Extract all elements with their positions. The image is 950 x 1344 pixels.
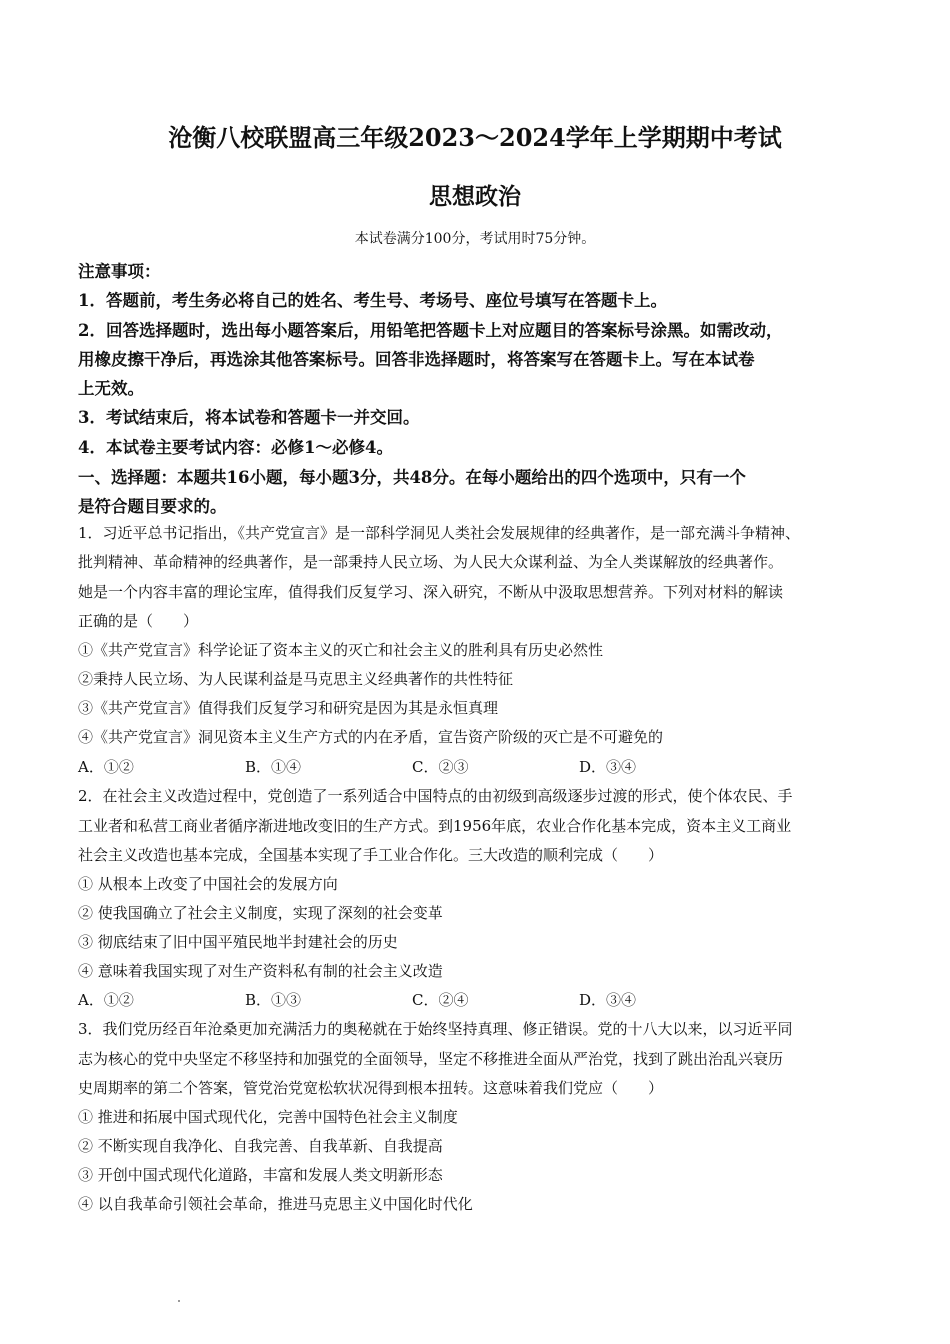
notice-line: 上无效。 xyxy=(78,379,144,398)
notice-line: 2．回答选择题时，选出每小题答案后，用铅笔把答题卡上对应题目的答案标号涂黑。如需改动， xyxy=(78,321,783,340)
question-stem: 社会主义改造也基本完成，全国基本实现了手工业合作化。三大改造的顺利完成（ ） xyxy=(78,846,664,864)
option-a: A．①② xyxy=(78,758,134,776)
question-item: ② 不断实现自我净化、自我完善、自我革新、自我提高 xyxy=(78,1137,443,1155)
question-item: ③ 彻底结束了旧中国平殖民地半封建社会的历史 xyxy=(78,933,398,951)
question-item: ③《共产党宣言》值得我们反复学习和研究是因为其是永恒真理 xyxy=(78,699,499,717)
notice-line: 3．考试结束后，将本试卷和答题卡一并交回。 xyxy=(78,408,420,427)
question-stem: 工业者和私营工商业者循序渐进地改变旧的生产方式。到1956年底，农业合作化基本完成，资本主义工商业 xyxy=(78,817,792,835)
option-c: C．②④ xyxy=(412,991,469,1009)
exam-title: 沧衡八校联盟高三年级2023～2024学年上学期期中考试 xyxy=(168,123,782,152)
question-stem: 2．在社会主义改造过程中，党创造了一系列适合中国特点的由初级到高级逐步过渡的形式，使个体农民、手 xyxy=(78,787,793,805)
section-heading: 一、选择题：本题共16小题，每小题3分，共48分。在每小题给出的四个选项中，只有一个 xyxy=(78,468,746,487)
question-stem: 她是一个内容丰富的理论宝库，值得我们反复学习、深入研究，不断从中汲取思想营养。下列对材料的解读 xyxy=(78,583,784,601)
option-a: A．①② xyxy=(78,991,134,1009)
question-item: ① 推进和拓展中国式现代化，完善中国特色社会主义制度 xyxy=(78,1108,458,1126)
option-c: C．②③ xyxy=(412,758,469,776)
question-item: ①《共产党宣言》科学论证了资本主义的灭亡和社会主义的胜利具有历史必然性 xyxy=(78,641,604,659)
notice-line: 4．本试卷主要考试内容：必修1～必修4。 xyxy=(78,438,393,457)
question-item: ② 使我国确立了社会主义制度，实现了深刻的社会变革 xyxy=(78,904,443,922)
question-item: ④ 以自我革命引领社会革命，推进马克思主义中国化时代化 xyxy=(78,1195,473,1213)
section-heading: 是符合题目要求的。 xyxy=(78,497,227,516)
question-stem: 3．我们党历经百年沧桑更加充满活力的奥秘就在于始终坚持真理、修正错误。党的十八大以来，以习近平同 xyxy=(78,1020,793,1038)
question-stem: 批判精神、革命精神的经典著作，是一部秉持人民立场、为人民大众谋利益、为全人类谋解放的经典著作。 xyxy=(78,553,784,571)
exam-info: 本试卷满分100分，考试用时75分钟。 xyxy=(354,231,596,247)
notice-heading: 注意事项： xyxy=(78,262,161,281)
question-item: ① 从根本上改变了中国社会的发展方向 xyxy=(78,875,338,893)
subject-title: 思想政治 xyxy=(429,183,521,210)
option-d: D．③④ xyxy=(579,758,637,776)
question-item: ③ 开创中国式现代化道路，丰富和发展人类文明新形态 xyxy=(78,1166,443,1184)
question-stem: 史周期率的第二个答案，管党治党宽松软状况得到根本扭转。这意味着我们党应（ ） xyxy=(78,1079,664,1097)
question-stem: 1．习近平总书记指出，《共产党宣言》是一部科学洞见人类社会发展规律的经典著作，是一部充满斗争精神、 xyxy=(78,524,801,542)
option-d: D．③④ xyxy=(579,991,637,1009)
question-stem: 志为核心的党中央坚定不移坚持和加强党的全面领导，坚定不移推进全面从严治党，找到了跳出治乱兴衰历 xyxy=(78,1050,784,1068)
question-item: ②秉持人民立场、为人民谋利益是马克思主义经典著作的共性特征 xyxy=(78,670,514,688)
option-b: B．①④ xyxy=(245,758,302,776)
question-stem: 正确的是（ ） xyxy=(78,612,199,630)
question-item: ④ 意味着我国实现了对生产资料私有制的社会主义改造 xyxy=(78,962,443,980)
notice-line: 用橡皮擦干净后，再选涂其他答案标号。回答非选择题时，将答案写在答题卡上。写在本试卷 xyxy=(78,350,755,369)
option-b: B．①③ xyxy=(245,991,302,1009)
page-mark xyxy=(178,1300,180,1302)
notice-line: 1．答题前，考生务必将自己的姓名、考生号、考场号、座位号填写在答题卡上。 xyxy=(78,291,667,310)
question-item: ④《共产党宣言》洞见资本主义生产方式的内在矛盾，宣告资产阶级的灭亡是不可避免的 xyxy=(78,728,664,746)
